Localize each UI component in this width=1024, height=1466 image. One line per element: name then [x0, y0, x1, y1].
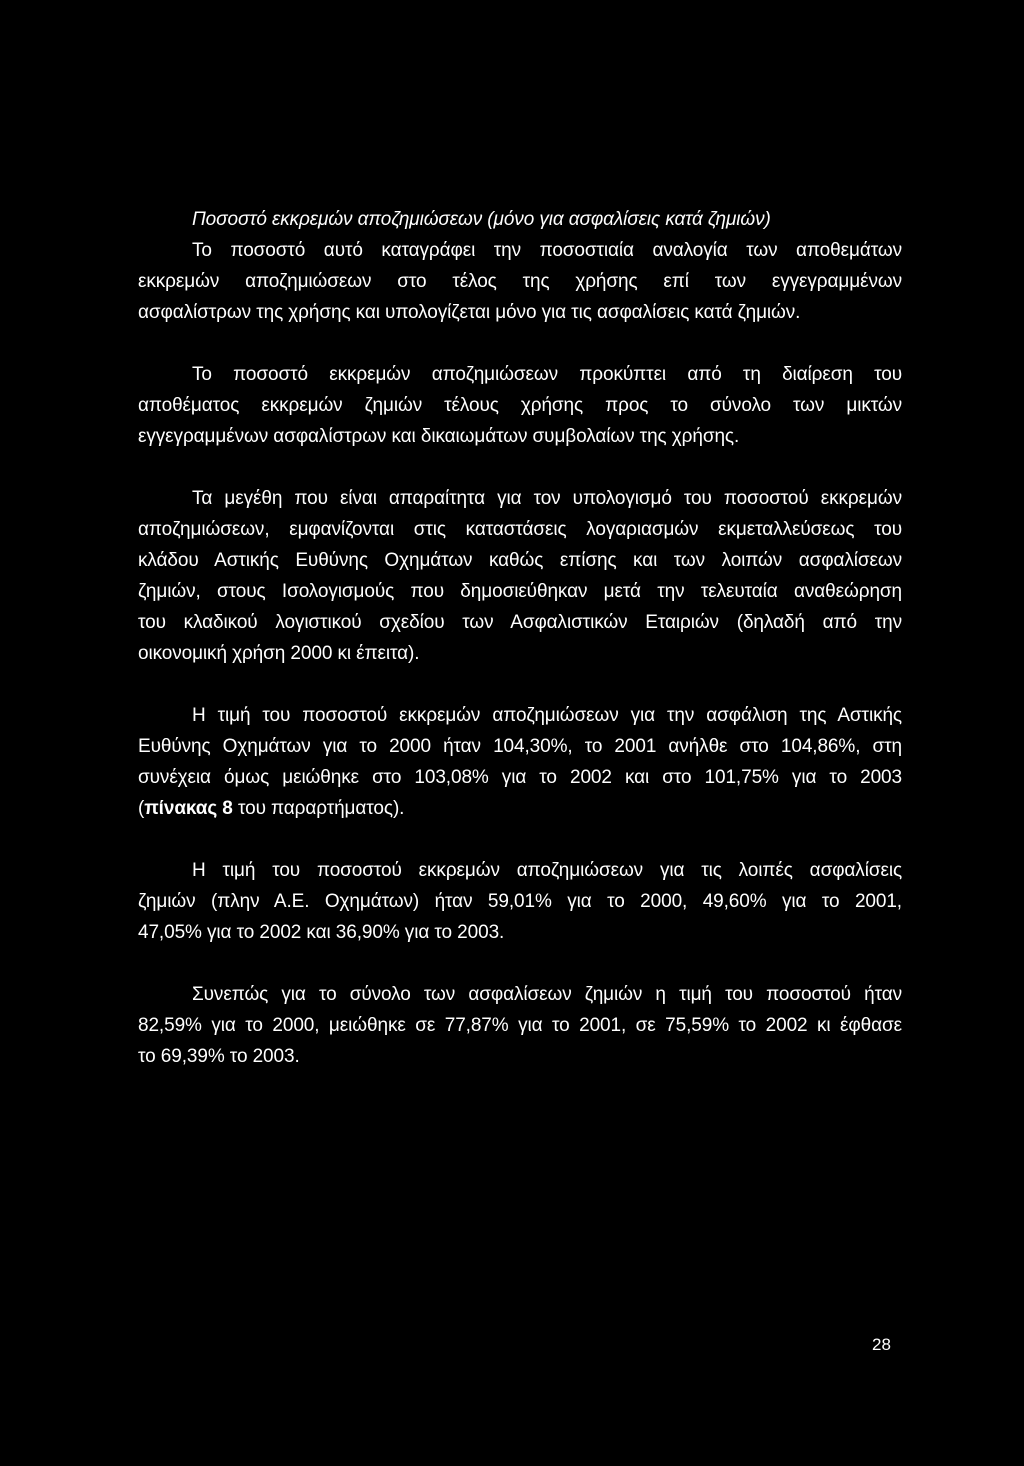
- paragraph-line: οικονομική χρήση 2000 κι έπειτα).: [138, 643, 420, 664]
- paragraph-line: Η τιμή του ποσοστού εκκρεμών αποζημιώσεων για την ασφάλιση της Αστικής: [192, 705, 902, 726]
- table-reference: πίνακας 8: [144, 798, 233, 819]
- paragraph-line: ζημιών (πλην Α.Ε. Οχημάτων) ήταν 59,01% για το 2000, 49,60% για το 2001,: [138, 891, 902, 912]
- paragraph-line: το 69,39% το 2003.: [138, 1046, 300, 1067]
- reference-rest: του παραρτήματος).: [232, 798, 405, 819]
- paragraph-line: του κλαδικού λογιστικού σχεδίου των Ασφαλιστικών Εταιριών (δηλαδή από την: [138, 612, 902, 633]
- paragraph-line: εκκρεμών αποζημιώσεων στο τέλος της χρήσης επί των εγγεγραμμένων: [138, 271, 902, 292]
- section-heading: Ποσοστό εκκρεμών αποζημιώσεων (μόνο για ασφαλίσεις κατά ζημιών): [192, 209, 771, 230]
- paragraph-5: [138, 855, 902, 948]
- paragraph-line: ζημιών, στους Ισολογισμούς που δημοσιεύθηκαν μετά την τελευταία αναθεώρηση: [138, 581, 902, 602]
- paragraph-line: 82,59% για το 2000, μειώθηκε σε 77,87% για το 2001, σε 75,59% το 2002 κι έφθασε: [138, 1015, 902, 1036]
- paragraph-2: [138, 359, 902, 452]
- paragraph-line: συνέχεια όμως μειώθηκε στο 103,08% για το 2002 και στο 101,75% για το 2003: [138, 767, 902, 788]
- paragraph-1: [138, 235, 902, 328]
- paragraph-line: ασφαλίστρων της χρήσης και υπολογίζεται μόνο για τις ασφαλίσεις κατά ζημιών.: [138, 302, 801, 323]
- paragraph-line: Συνεπώς για το σύνολο των ασφαλίσεων ζημιών η τιμή του ποσοστού ήταν: [192, 984, 902, 1005]
- document-body: [138, 204, 902, 1072]
- paragraph-4: [138, 700, 902, 824]
- paragraph-line: αποζημιώσεων, εμφανίζονται στις καταστάσεις λογαριασμών εκμεταλλεύσεως του: [138, 519, 902, 540]
- paragraph-line: εγγεγραμμένων ασφαλίστρων και δικαιωμάτων συμβολαίων της χρήσης.: [138, 426, 740, 447]
- paragraph-line: Τα μεγέθη που είναι απαραίτητα για τον υπολογισμό του ποσοστού εκκρεμών: [192, 488, 902, 509]
- paragraph-last-line: [138, 793, 902, 824]
- paragraph-line: Το ποσοστό αυτό καταγράφει την ποσοστιαία αναλογία των αποθεμάτων: [192, 240, 902, 261]
- paragraph-3: [138, 483, 902, 669]
- paragraph-line: Η τιμή του ποσοστού εκκρεμών αποζημιώσεων για τις λοιπές ασφαλίσεις: [192, 860, 902, 881]
- paragraph-line: 47,05% για το 2002 και 36,90% για το 2003.: [138, 922, 505, 943]
- paragraph-line: κλάδου Αστικής Ευθύνης Οχημάτων καθώς επίσης και των λοιπών ασφαλίσεων: [138, 550, 902, 571]
- paragraph-line: Ευθύνης Οχημάτων για το 2000 ήταν 104,30%, το 2001 ανήλθε στο 104,86%, στη: [138, 736, 902, 757]
- paragraph-line: αποθέματος εκκρεμών ζημιών τέλους χρήσης προς το σύνολο των μικτών: [138, 395, 902, 416]
- paren-open: (: [138, 798, 145, 819]
- paragraph-line: Το ποσοστό εκκρεμών αποζημιώσεων προκύπτει από τη διαίρεση του: [192, 364, 902, 385]
- paragraph-6: [138, 979, 902, 1072]
- page-number: 28: [872, 1335, 891, 1354]
